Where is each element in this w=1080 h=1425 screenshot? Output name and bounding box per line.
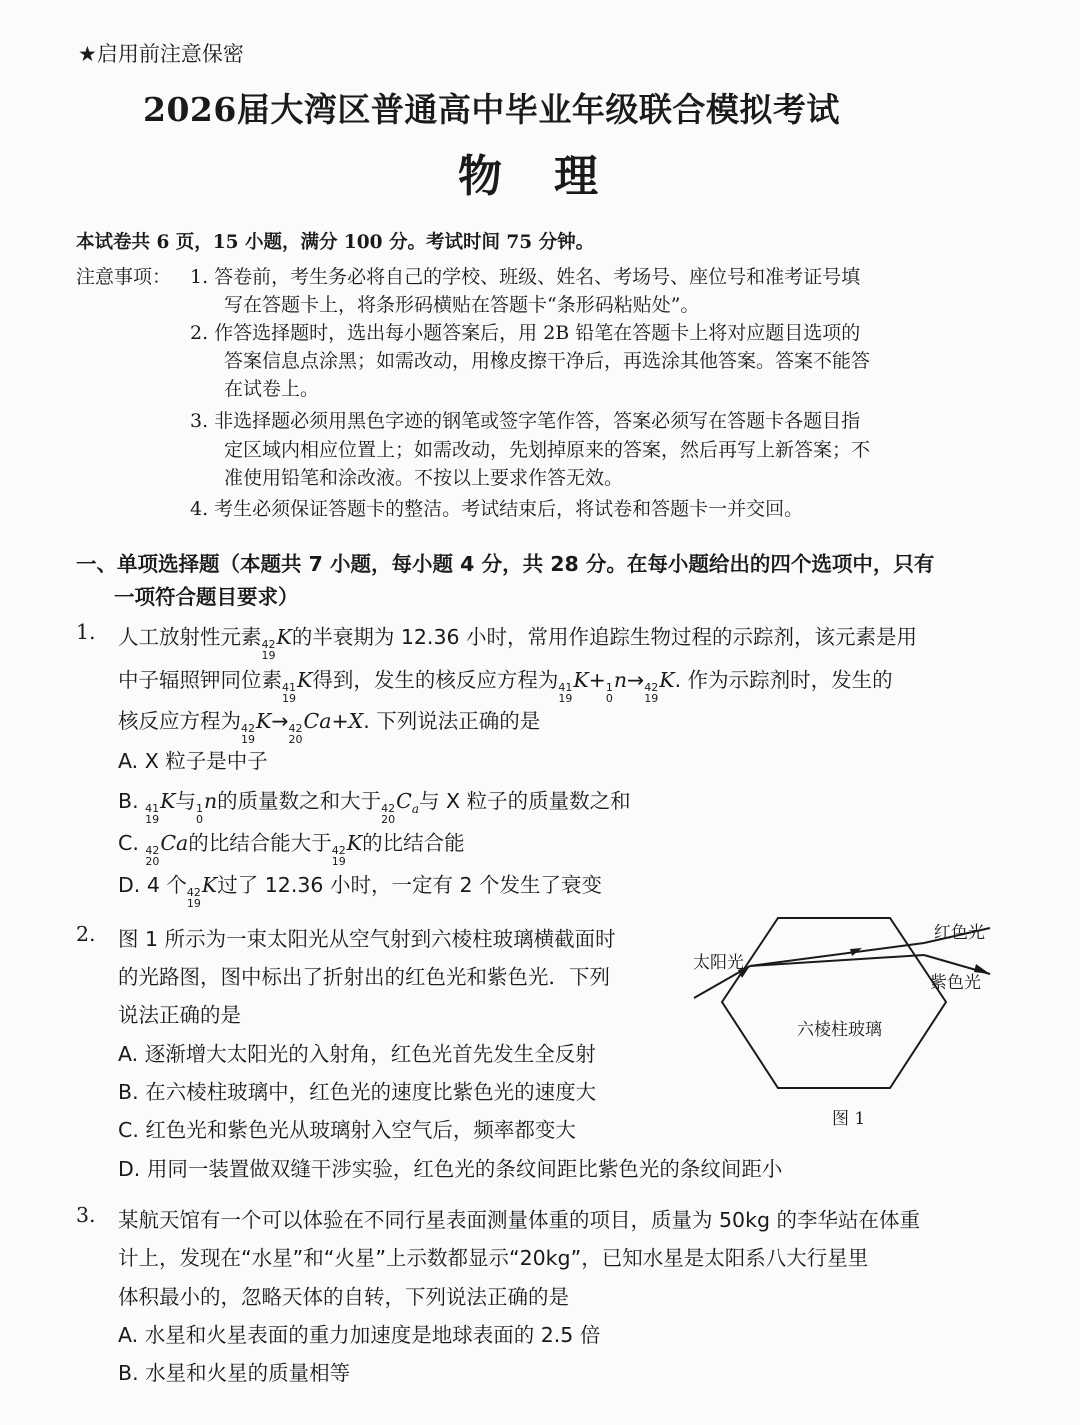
option-b: B. 在六棱柱玻璃中，红色光的速度比紫色光的速度大 (118, 1080, 597, 1104)
option-a: A. 水星和火星表面的重力加速度是地球表面的 2.5 倍 (118, 1323, 601, 1347)
option-c: C. 42 20 Ca的比结合能大于 42 19 K的比结合能 (118, 831, 465, 868)
note-line: 定区域内相应位置上；如需改动，先划掉原来的答案，然后再写上新答案；不 (224, 439, 871, 461)
question-number: 3. (76, 1203, 96, 1227)
nuclide-k42: 42 19 K (241, 709, 272, 746)
nuclide-k41: 41 19 K (145, 789, 176, 826)
option-a: A. X 粒子是中子 (118, 749, 268, 773)
question-text: 中子辐照钾同位素 41 19 K得到，发生的核反应方程为 41 19 K+ 1 0 n→ 42 19 K. 作为示踪剂时，发生的 (118, 668, 893, 705)
hexagon-glass-outline (722, 918, 946, 1088)
nuclide-k42: 42 19 K (644, 668, 675, 705)
nuclide-n: 1 0 n (605, 668, 628, 705)
nuclide-k42: 42 19 K (186, 873, 218, 910)
note-line: 写在答题卡上，将条形码横贴在答题卡“条形码粘贴处”。 (224, 294, 700, 316)
question-text: 体积最小的，忽略天体的自转，下列说法正确的是 (118, 1285, 569, 1309)
question-text: 人工放射性元素 42 19 K的半衰期为 12.36 小时，常用作追踪生物过程的示踪剂，该元素是用 (118, 625, 918, 662)
label-purple-light: 紫色光 (930, 973, 981, 993)
question-number: 2. (76, 922, 96, 946)
confidential-mark: ★启用前注意保密 (78, 42, 244, 66)
note-line: 在试卷上。 (224, 378, 320, 400)
nuclide-k42: 42 19 K (331, 831, 363, 868)
label-sunlight: 太阳光 (693, 953, 744, 973)
option-c: C. 红色光和紫色光从玻璃射入空气后，频率都变大 (118, 1118, 576, 1142)
nuclide-n: 1 0 n (195, 789, 218, 826)
label-red-light: 红色光 (934, 923, 985, 943)
question-text: 的光路图，图中标出了折射出的红色光和紫色光．下列 (118, 965, 610, 989)
option-b: B. 41 19 K与 1 0 n的质量数之和大于 42 20 $C_a$与 X 粒子的质量数之和 (118, 789, 631, 826)
option-d: D. 4 个 42 19 K过了 12.36 小时，一定有 2 个发生了衰变 (118, 873, 603, 910)
option-b: B. 水星和火星的质量相等 (118, 1361, 351, 1385)
exam-title: 2026届大湾区普通高中毕业年级联合模拟考试 (143, 90, 840, 129)
note-line: 答案信息点涂黑；如需改动，用橡皮擦干净后，再选涂其他答案。答案不能答 (224, 350, 871, 372)
subject-title: 物理 (458, 151, 650, 202)
question-text: 计上，发现在“水星”和“火星”上示数都显示“20kg”，已知水星是太阳系八大行星里 (118, 1246, 869, 1270)
nuclide-ca42: 42 20 Ca (145, 831, 189, 868)
note-line: 3. 非选择题必须用黑色字迹的钢笔或签字笔作答，答案必须写在答题卡各题目指 (190, 410, 861, 432)
question-text: 核反应方程为 42 19 K→ 42 20 Ca+X. 下列说法正确的是 (118, 709, 541, 746)
notes-label: 注意事项： (76, 266, 172, 288)
red-ray-inside (750, 943, 924, 966)
note-line: 1. 答卷前，考生务必将自己的学校、班级、姓名、考场号、座位号和准考证号填 (190, 266, 861, 288)
option-d: D. 用同一装置做双缝干涉实验，红色光的条纹间距比紫色光的条纹间距小 (118, 1157, 783, 1181)
question-text: 说法正确的是 (118, 1003, 241, 1027)
question-text: 图 1 所示为一束太阳光从空气射到六棱柱玻璃横截面时 (118, 927, 616, 951)
note-line: 准使用铅笔和涂改液。不按以上要求作答无效。 (224, 467, 624, 489)
nuclide-k41: 41 19 K (558, 668, 589, 705)
question-text: 某航天馆有一个可以体验在不同行星表面测量体重的项目，质量为 50kg 的李华站在体重 (118, 1208, 921, 1232)
note-line: 4. 考生必须保证答题卡的整洁。考试结束后，将试卷和答题卡一并交回。 (190, 498, 804, 520)
exam-info: 本试卷共 6 页，15 小题，满分 100 分。考试时间 75 分钟。 (76, 232, 595, 253)
nuclide-k41: 41 19 K (282, 668, 313, 705)
nuclide-ca42: 42 20 $C_a$ (381, 789, 419, 826)
purple-ray-inside (750, 955, 924, 966)
nuclide-k42: 42 19 K (261, 625, 292, 662)
note-line: 2. 作答选择题时，选出每小题答案后，用 2B 铅笔在答题卡上将对应题目选项的 (190, 322, 861, 344)
question-number: 1. (76, 620, 96, 644)
section-heading-cont: 一项符合题目要求） (114, 585, 299, 609)
figure-caption: 图 1 (832, 1109, 866, 1129)
section-heading: 一、单项选择题（本题共 7 小题，每小题 4 分，共 28 分。在每小题给出的四个选项中，只有 (76, 552, 935, 576)
option-a: A. 逐渐增大太阳光的入射角，红色光首先发生全反射 (118, 1042, 596, 1066)
nuclide-ca42: 42 20 Ca (288, 709, 332, 746)
label-glass: 六棱柱玻璃 (797, 1020, 882, 1040)
